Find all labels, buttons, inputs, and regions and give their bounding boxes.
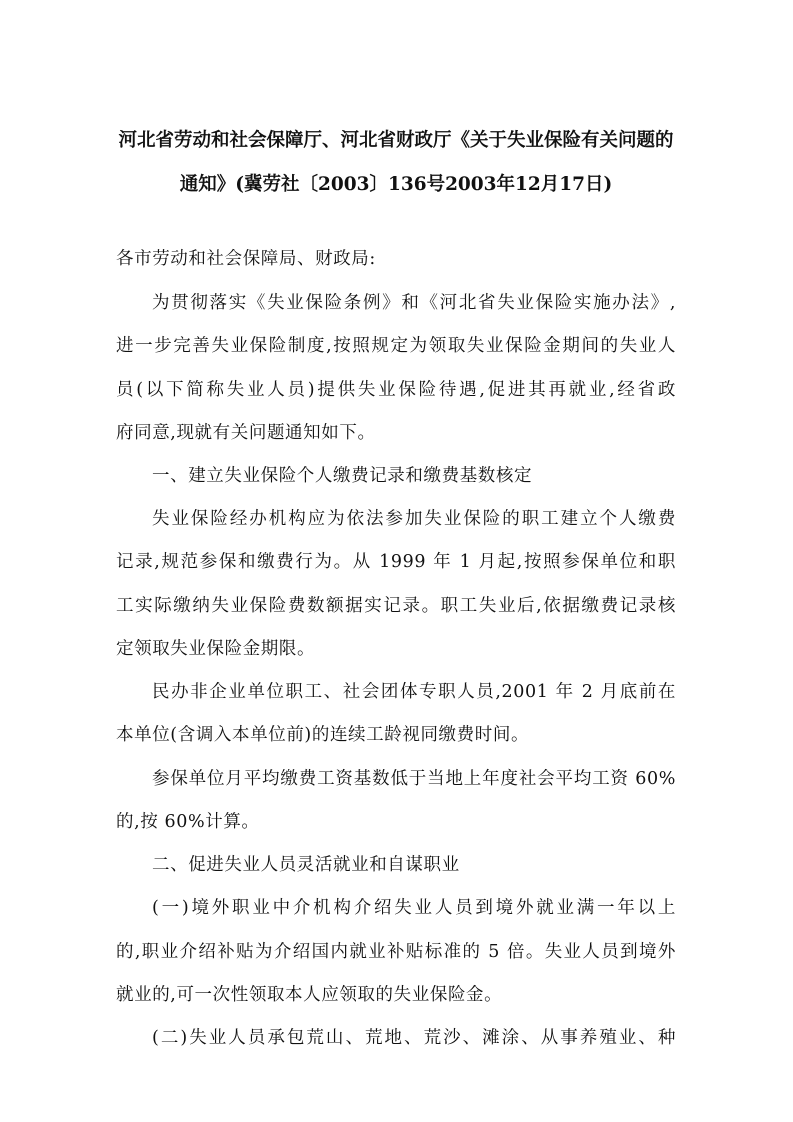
document-title-line-1: 河北省劳动和社会保障厅、河北省财政厅《关于失业保险有关问题的	[118, 130, 674, 151]
paragraph-line: 工实际缴纳失业保险费数额据实记录。职工失业后,依据缴费记录核	[116, 596, 676, 616]
paragraph-line: (二)失业人员承包荒山、荒地、荒沙、滩涂、从事养殖业、种	[152, 1028, 676, 1048]
paragraph-line: 就业的,可一次性领取本人应领取的失业保险金。	[116, 985, 503, 1005]
paragraph-line: 记录,规范参保和缴费行为。从 1999 年 1 月起,按照参保单位和职	[116, 552, 676, 572]
paragraph-line: 的,职业介绍补贴为介绍国内就业补贴标准的 5 倍。失业人员到境外	[116, 942, 676, 962]
document-title-line-2: 通知》(冀劳社〔2003〕136号2003年12月17日)	[179, 174, 613, 195]
paragraph-line: 府同意,现就有关问题通知如下。	[116, 423, 376, 443]
paragraph-line: 失业保险经办机构应为依法参加失业保险的职工建立个人缴费	[152, 509, 676, 529]
section-heading-2: 二、促进失业人员灵活就业和自谋职业	[152, 855, 460, 875]
paragraph-line: 参保单位月平均缴费工资基数低于当地上年度社会平均工资 60%	[152, 769, 676, 789]
paragraph-line: (一)境外职业中介机构介绍失业人员到境外就业满一年以上	[152, 898, 676, 918]
paragraph-line: 员(以下简称失业人员)提供失业保险待遇,促进其再就业,经省政	[116, 380, 676, 400]
salutation: 各市劳动和社会保障局、财政局:	[116, 249, 376, 269]
section-heading-1: 一、建立失业保险个人缴费记录和缴费基数核定	[152, 466, 533, 486]
paragraph-line: 为贯彻落实《失业保险条例》和《河北省失业保险实施办法》,	[152, 293, 676, 313]
paragraph-line: 进一步完善失业保险制度,按照规定为领取失业保险金期间的失业人	[116, 336, 676, 356]
paragraph-line: 民办非企业单位职工、社会团体专职人员,2001 年 2 月底前在	[152, 682, 676, 702]
paragraph-line: 本单位(含调入本单位前)的连续工龄视同缴费时间。	[116, 725, 530, 745]
paragraph-line: 定领取失业保险金期限。	[116, 639, 316, 659]
paragraph-line: 的,按 60%计算。	[116, 812, 260, 832]
